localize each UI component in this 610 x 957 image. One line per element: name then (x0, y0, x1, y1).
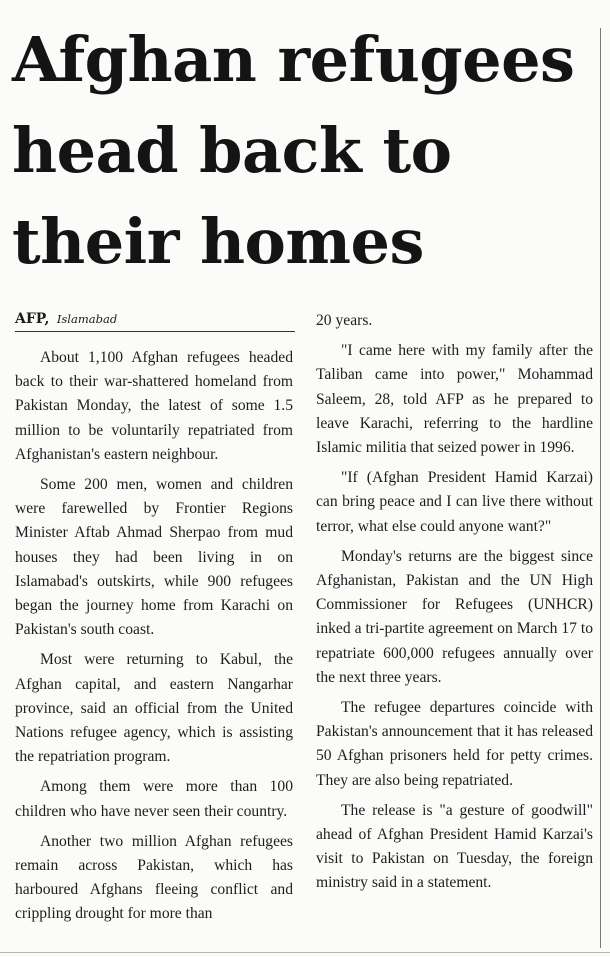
byline-dateline: Islamabad (56, 312, 118, 326)
byline (15, 309, 295, 332)
article-paragraph: The refugee departures coincide with Pakistan's announcement that it has released 50 Afghan prisoners held for petty crimes. They are also being repatriated. (316, 699, 593, 789)
article-column-right (316, 309, 593, 902)
headline (12, 14, 598, 287)
article-paragraph: The release is "a gesture of goodwill" ahead of Afghan President Hamid Karzai's visit to Pakistan on Tuesday, the foreign ministry said in a statement. (316, 801, 593, 892)
article-column-left (15, 346, 293, 933)
article-paragraph: "If (Afghan President Hamid Karzai) can bring peace and I can live there without terror, what else could anyone want?" (316, 469, 593, 535)
article-paragraph: Monday's returns are the biggest since Afghanistan, Pakistan and the UN High Commissioner for Refugees (UNHCR) inked a tri-partite agreement on March 17 to repatriate 600,000 refugees annually over the next three years. (316, 547, 593, 686)
article-paragraph: Most were returning to Kabul, the Afghan capital, and eastern Nangarhar province, said an official from the United Nations refugee agency, which is assisting the repatriation program. (15, 651, 293, 766)
article-paragraph-continued: 20 years. (316, 312, 373, 329)
headline-line: their homes (12, 205, 424, 278)
bottom-rule (0, 952, 610, 953)
headline-line: Afghan refugees (12, 23, 575, 96)
headline-line: head back to (12, 114, 452, 187)
article-paragraph: Another two million Afghan refugees remain across Pakistan, which has harboured Afghans fleeing conflict and crippling drought for more than (15, 832, 293, 923)
column-rule (600, 28, 601, 948)
article-paragraph: "I came here with my family after the Taliban came into power," Mohammad Saleem, 28, told AFP as he prepared to leave Karachi, referring to the hardline Islamic militia that seized power in 1996. (316, 342, 593, 457)
byline-agency: AFP, (15, 311, 50, 327)
article-paragraph: Some 200 men, women and children were farewelled by Frontier Regions Minister Aftab Ahmad Sherpao from mud houses they had been living in on Islamabad's outskirts, while 900 refugees began the journey home from Karachi on Pakistan's south coast. (15, 476, 293, 639)
article-paragraph: About 1,100 Afghan refugees headed back to their war-shattered homeland from Pakistan Monday, the latest of some 1.5 million to be voluntarily repatriated from Afghanistan's eastern neighbour. (15, 349, 293, 463)
article-paragraph: Among them were more than 100 children who have never seen their country. (15, 778, 293, 820)
